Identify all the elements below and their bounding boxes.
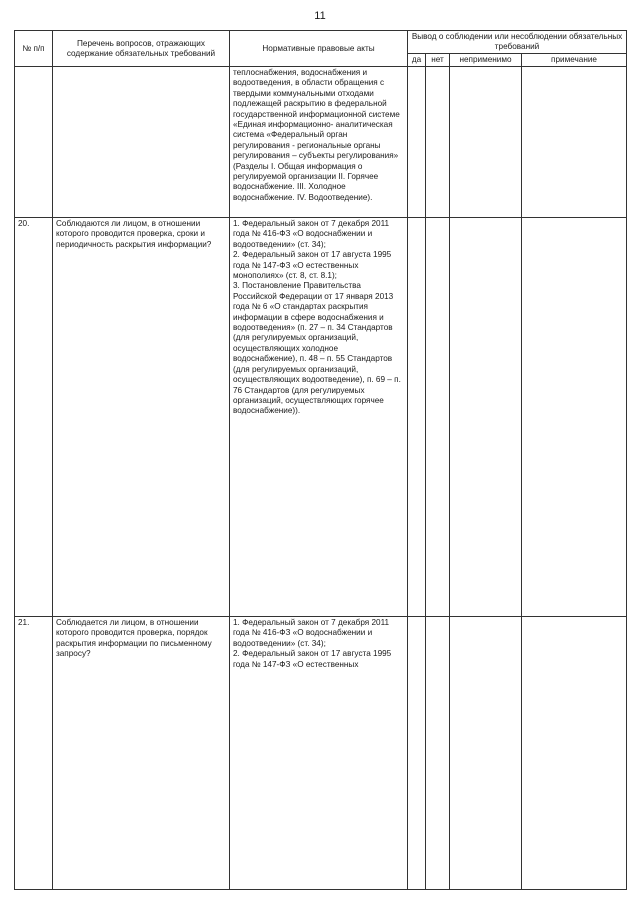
table-row xyxy=(15,617,627,890)
header-conclusion: Вывод о соблюдении или несоблюдении обязательных требований xyxy=(408,31,627,54)
cell-no xyxy=(426,617,450,890)
header-no: нет xyxy=(426,54,450,67)
header-row xyxy=(15,31,627,54)
header-na: неприменимо xyxy=(450,54,522,67)
row-question: Соблюдаются ли лицом, в отношении которого проводится проверка, сроки и периодичность раскрытия информации? xyxy=(53,218,230,617)
row-question: Соблюдается ли лицом, в отношении которого проводится проверка, порядок раскрытия информации по письменному запросу? xyxy=(53,617,230,890)
row-acts: теплоснабжения, водоснабжения и водоотведения, в области обращения с твердыми коммунальными отходами подлежащей раскрытию в федеральной государственной информационной системе «Единая информационно- аналитическая система «Федеральный орган регулирования - региональные органы регулирования – субъекты регулирования» (Разделы I. Общая информация о регулируемой организации II. Горячее водоснабжение. III. Холодное водоснабжение. IV. Водоотведение). xyxy=(230,67,408,218)
table-row xyxy=(15,67,627,218)
cell-no xyxy=(426,218,450,617)
cell-no xyxy=(426,67,450,218)
cell-note xyxy=(522,218,627,617)
header-num: № п/п xyxy=(15,31,53,67)
cell-note xyxy=(522,617,627,890)
header-acts: Нормативные правовые акты xyxy=(230,31,408,67)
row-number xyxy=(15,67,53,218)
cell-na xyxy=(450,67,522,218)
requirements-table xyxy=(14,30,627,890)
page-number: 11 xyxy=(314,10,326,22)
header-note: примечание xyxy=(522,54,627,67)
cell-na xyxy=(450,617,522,890)
cell-yes xyxy=(408,617,426,890)
table-row xyxy=(15,218,627,617)
row-acts: 1. Федеральный закон от 7 декабря 2011 года № 416-ФЗ «О водоснабжении и водоотведении» (ст. 34); 2. Федеральный закон от 17 августа 1995 года № 147-ФЗ «О естественных xyxy=(230,617,408,890)
header-yes: да xyxy=(408,54,426,67)
cell-na xyxy=(450,218,522,617)
row-acts: 1. Федеральный закон от 7 декабря 2011 года № 416-ФЗ «О водоснабжении и водоотведении» (ст. 34); 2. Федеральный закон от 17 августа 1995 года № 147-ФЗ «О естественных монополиях» (ст. 8, ст. 8.1); 3. Постановление Правительства Российской Федерации от 17 января 2013 года № 6 «О стандартах раскрытия информации в сфере водоснабжения и водоотведения» (п. 27 – п. 34 Стандартов (для регулируемых организаций, осуществляющих холодное водоснабжение), п. 48 – п. 55 Стандартов (для регулируемых организаций, осуществляющих водоотведение), п. 69 – п. 76 Стандартов (для регулируемых организаций, осуществляющих горячее водоснабжение)). xyxy=(230,218,408,617)
row-number: 20. xyxy=(15,218,53,617)
cell-note xyxy=(522,67,627,218)
cell-yes xyxy=(408,67,426,218)
row-question xyxy=(53,67,230,218)
header-questions: Перечень вопросов, отражающих содержание обязательных требований xyxy=(53,31,230,67)
row-number: 21. xyxy=(15,617,53,890)
cell-yes xyxy=(408,218,426,617)
